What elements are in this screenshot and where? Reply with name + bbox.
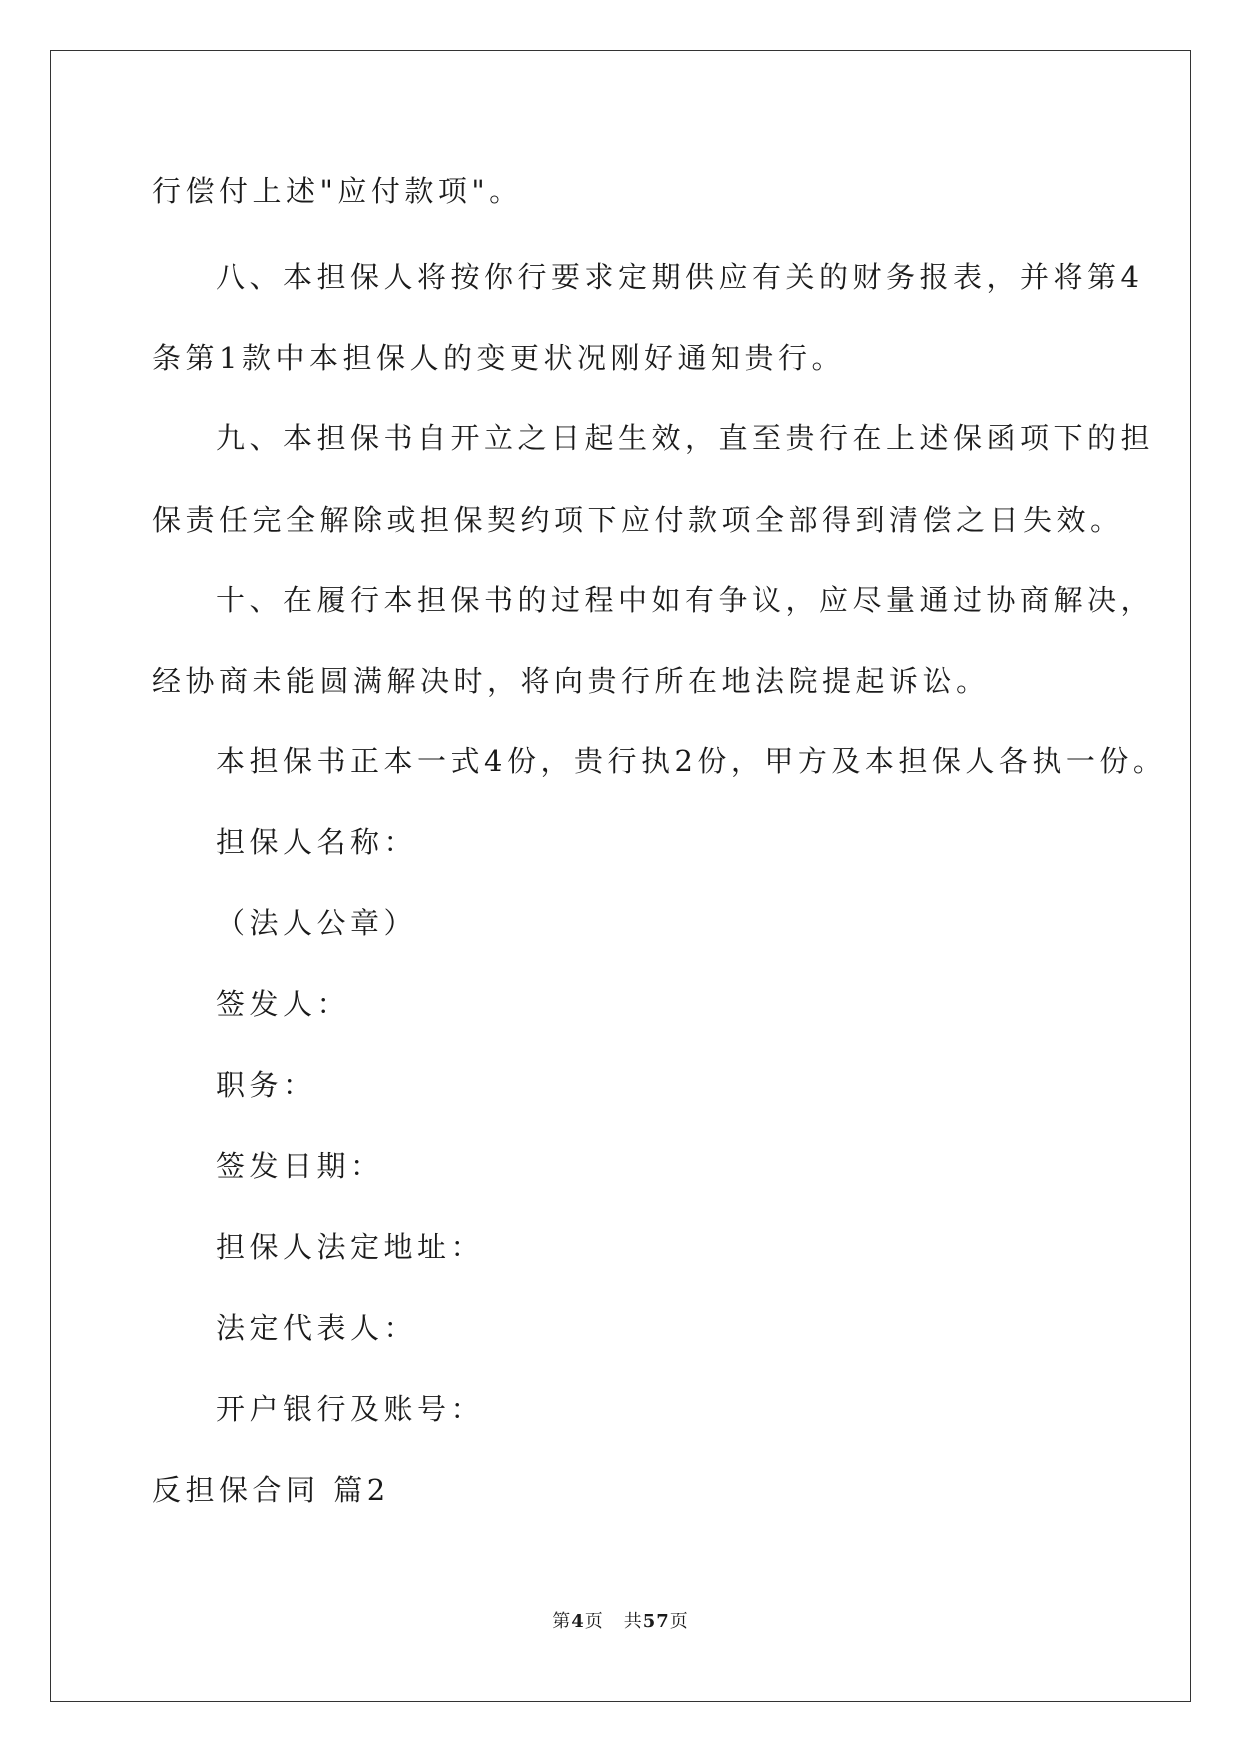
footer-total-suffix: 页 [669, 1611, 689, 1632]
position-field: 职务： [216, 1068, 317, 1102]
page-border [50, 50, 1191, 1702]
footer-total-prefix: 共 [623, 1611, 643, 1632]
bank-account-field: 开户银行及账号： [216, 1392, 485, 1426]
paragraph-line: 八、本担保人将按你行要求定期供应有关的财务报表，并将第4 [216, 260, 1144, 294]
paragraph-line: 九、本担保书自开立之日起生效，直至贵行在上述保函项下的担 [216, 421, 1155, 455]
paragraph-line: 条第1款中本担保人的变更状况刚好通知贵行。 [152, 341, 845, 375]
company-seal-label: （法人公章） [216, 906, 418, 940]
legal-address-field: 担保人法定地址： [216, 1230, 485, 1264]
paragraph-line: 经协商未能圆满解决时，将向贵行所在地法院提起诉讼。 [152, 664, 990, 698]
issuer-field: 签发人： [216, 987, 351, 1021]
footer-page-suffix: 页 [584, 1611, 604, 1632]
footer-prefix: 第 [552, 1611, 572, 1632]
total-pages: 57 [642, 1611, 670, 1632]
legal-representative-field: 法定代表人： [216, 1311, 418, 1345]
paragraph-line: 保责任完全解除或担保契约项下应付款项全部得到清偿之日失效。 [152, 503, 1124, 537]
section-heading: 反担保合同 篇2 [152, 1473, 390, 1507]
issue-date-field: 签发日期： [216, 1149, 384, 1183]
page-number: 4 [571, 1611, 585, 1632]
paragraph-line: 十、在履行本担保书的过程中如有争议，应尽量通过协商解决， [216, 583, 1155, 617]
page-footer [0, 1607, 1241, 1633]
paragraph-line: 行偿付上述"应付款项"。 [152, 174, 523, 208]
guarantor-name-field: 担保人名称： [216, 825, 418, 859]
paragraph-line: 本担保书正本一式4份，贵行执2份，甲方及本担保人各执一份。 [216, 744, 1167, 778]
